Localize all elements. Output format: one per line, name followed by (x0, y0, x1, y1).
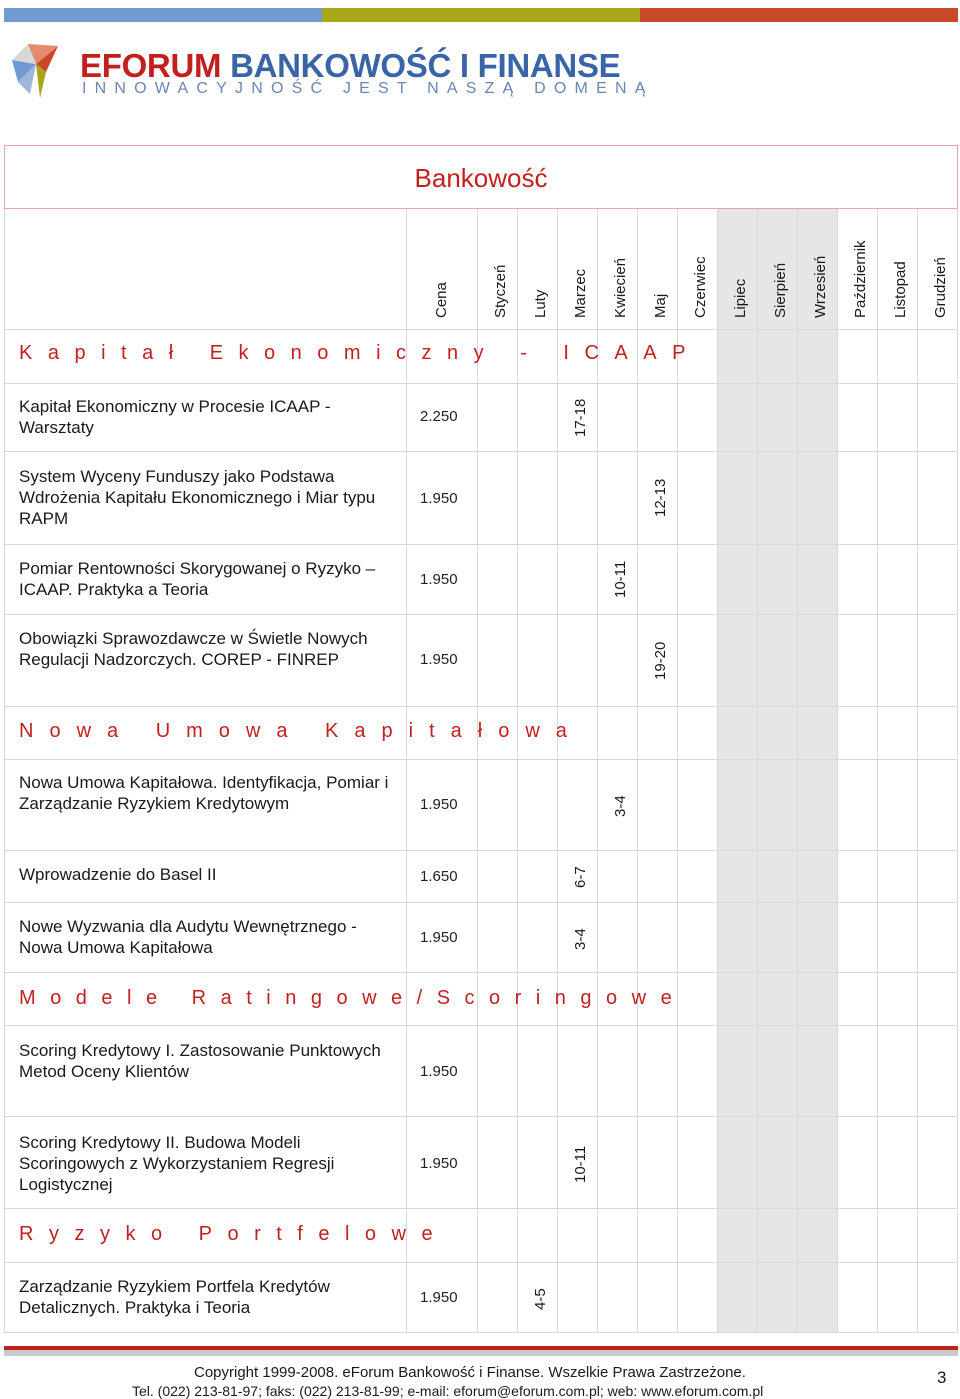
column-separator (597, 209, 598, 1332)
row-separator (4, 1208, 958, 1209)
column-separator (957, 209, 958, 1332)
column-header: Sierpień (772, 262, 789, 318)
course-price: 1.950 (420, 929, 458, 946)
tagline: INNOWACYJNOŚĆ JEST NASZĄ DOMENĄ (82, 80, 654, 97)
course-title: Zarządzanie Ryzykiem Portfela Kredytów Detalicznych. Praktyka i Teoria (19, 1277, 330, 1317)
column-header: Lipiec (732, 278, 749, 318)
eforum-star-logo-icon (8, 36, 66, 102)
column-header: Maj (652, 293, 669, 318)
brand-name-blue: BANKOWOŚĆ I FINANSE (230, 47, 621, 84)
row-separator (4, 1332, 958, 1333)
course-price: 1.950 (420, 651, 458, 668)
row-separator (4, 383, 958, 384)
top-bar-olive (322, 8, 640, 22)
column-separator (877, 209, 878, 1332)
shaded-column (797, 209, 837, 1332)
row-separator (4, 614, 958, 615)
column-header: Kwiecień (612, 257, 629, 318)
column-header: Wrzesień (812, 255, 829, 318)
column-separator (677, 209, 678, 1332)
course-date: 4-5 (532, 1288, 549, 1310)
course-title: Obowiązki Sprawozdawcze w Świetle Nowych Regulacji Nadzorczych. COREP - FINREP (19, 629, 368, 669)
column-header: Luty (532, 289, 549, 318)
column-separator (917, 209, 918, 1332)
column-separator (637, 209, 638, 1332)
top-bar-red (640, 8, 958, 22)
course-title: Nowe Wyzwania dla Audytu Wewnętrznego - Nowa Umowa Kapitałowa (19, 917, 357, 957)
course-title: Scoring Kredytowy I. Zastosowanie Punktowych Metod Oceny Klientów (19, 1041, 381, 1081)
course-date: 6-7 (572, 866, 589, 888)
course-price: 2.250 (420, 408, 458, 425)
course-title: Wprowadzenie do Basel II (19, 865, 217, 884)
column-separator (797, 209, 798, 1332)
page-title-box (4, 145, 958, 209)
page-number: 3 (937, 1368, 947, 1387)
shaded-column (717, 209, 757, 1332)
course-title: Scoring Kredytowy II. Budowa Modeli Scoringowych z Wykorzystaniem Regresji Logistycznej (19, 1133, 335, 1194)
row-separator (4, 544, 958, 545)
top-color-bar (4, 8, 958, 22)
row-separator (4, 706, 958, 707)
row-separator (4, 1025, 958, 1026)
course-date: 3-4 (572, 928, 589, 950)
column-header: Styczeń (492, 264, 509, 318)
column-header: Czerwiec (692, 256, 709, 318)
course-date: 10-11 (572, 1145, 589, 1183)
column-header: Październik (852, 240, 869, 318)
row-separator (4, 972, 958, 973)
row-separator (4, 329, 958, 330)
course-price: 1.950 (420, 571, 458, 588)
table-left-border (4, 209, 5, 1332)
course-date: 19-20 (652, 641, 669, 680)
row-separator (4, 1262, 958, 1263)
course-title: Nowa Umowa Kapitałowa. Identyfikacja, Pomiar i Zarządzanie Ryzykiem Kredytowym (19, 773, 389, 813)
row-separator (4, 850, 958, 851)
course-price: 1.950 (420, 1155, 458, 1172)
course-price: 1.950 (420, 490, 458, 507)
column-separator (406, 209, 407, 1332)
section-title: Modele Ratingowe/Scoringowe (19, 987, 687, 1009)
column-header: Grudzień (932, 257, 949, 318)
section-title: Ryzyko Portfelowe (19, 1223, 449, 1245)
shaded-column (757, 209, 797, 1332)
course-price: 1.950 (420, 796, 458, 813)
column-separator (557, 209, 558, 1332)
column-separator (717, 209, 718, 1332)
course-date: 10-11 (612, 560, 629, 598)
row-separator (4, 902, 958, 903)
footer-contact: Tel. (022) 213-81-97; faks: (022) 213-81-99; e-mail: eforum@eforum.com.pl; web: www.eforum.com.pl (132, 1383, 764, 1399)
row-separator (4, 759, 958, 760)
row-separator (4, 451, 958, 452)
column-separator (757, 209, 758, 1332)
row-separator (4, 1116, 958, 1117)
brand-name-red: EFORUM (80, 47, 222, 84)
column-header: Marzec (572, 268, 589, 318)
course-price: 1.950 (420, 1289, 458, 1306)
course-title: System Wyceny Funduszy jako Podstawa Wdrożenia Kapitału Ekonomicznego i Miar typu RAPM (19, 467, 376, 528)
section-title: Nowa Umowa Kapitałowa (19, 720, 583, 742)
column-header: Listopad (892, 261, 909, 318)
footer-copyright: Copyright 1999-2008. eForum Bankowość i Finanse. Wszelkie Prawa Zastrzeżone. (194, 1364, 746, 1381)
column-separator (517, 209, 518, 1332)
section-title: Kapitał Ekonomiczny - ICAAP (19, 342, 701, 364)
course-date: 12-13 (652, 478, 669, 517)
column-header: Cena (433, 282, 450, 318)
column-separator (477, 209, 478, 1332)
column-separator (837, 209, 838, 1332)
footer-bar (4, 1350, 958, 1356)
page-title: Bankowość (414, 163, 548, 193)
course-price: 1.650 (420, 868, 458, 885)
course-price: 1.950 (420, 1063, 458, 1080)
course-title: Kapitał Ekonomiczny w Procesie ICAAP - Warsztaty (19, 397, 331, 437)
course-title: Pomiar Rentowności Skorygowanej o Ryzyko – ICAAP. Praktyka a Teoria (19, 559, 376, 599)
course-date: 3-4 (612, 795, 629, 817)
course-date: 17-18 (572, 398, 589, 437)
top-bar-blue (4, 8, 322, 22)
